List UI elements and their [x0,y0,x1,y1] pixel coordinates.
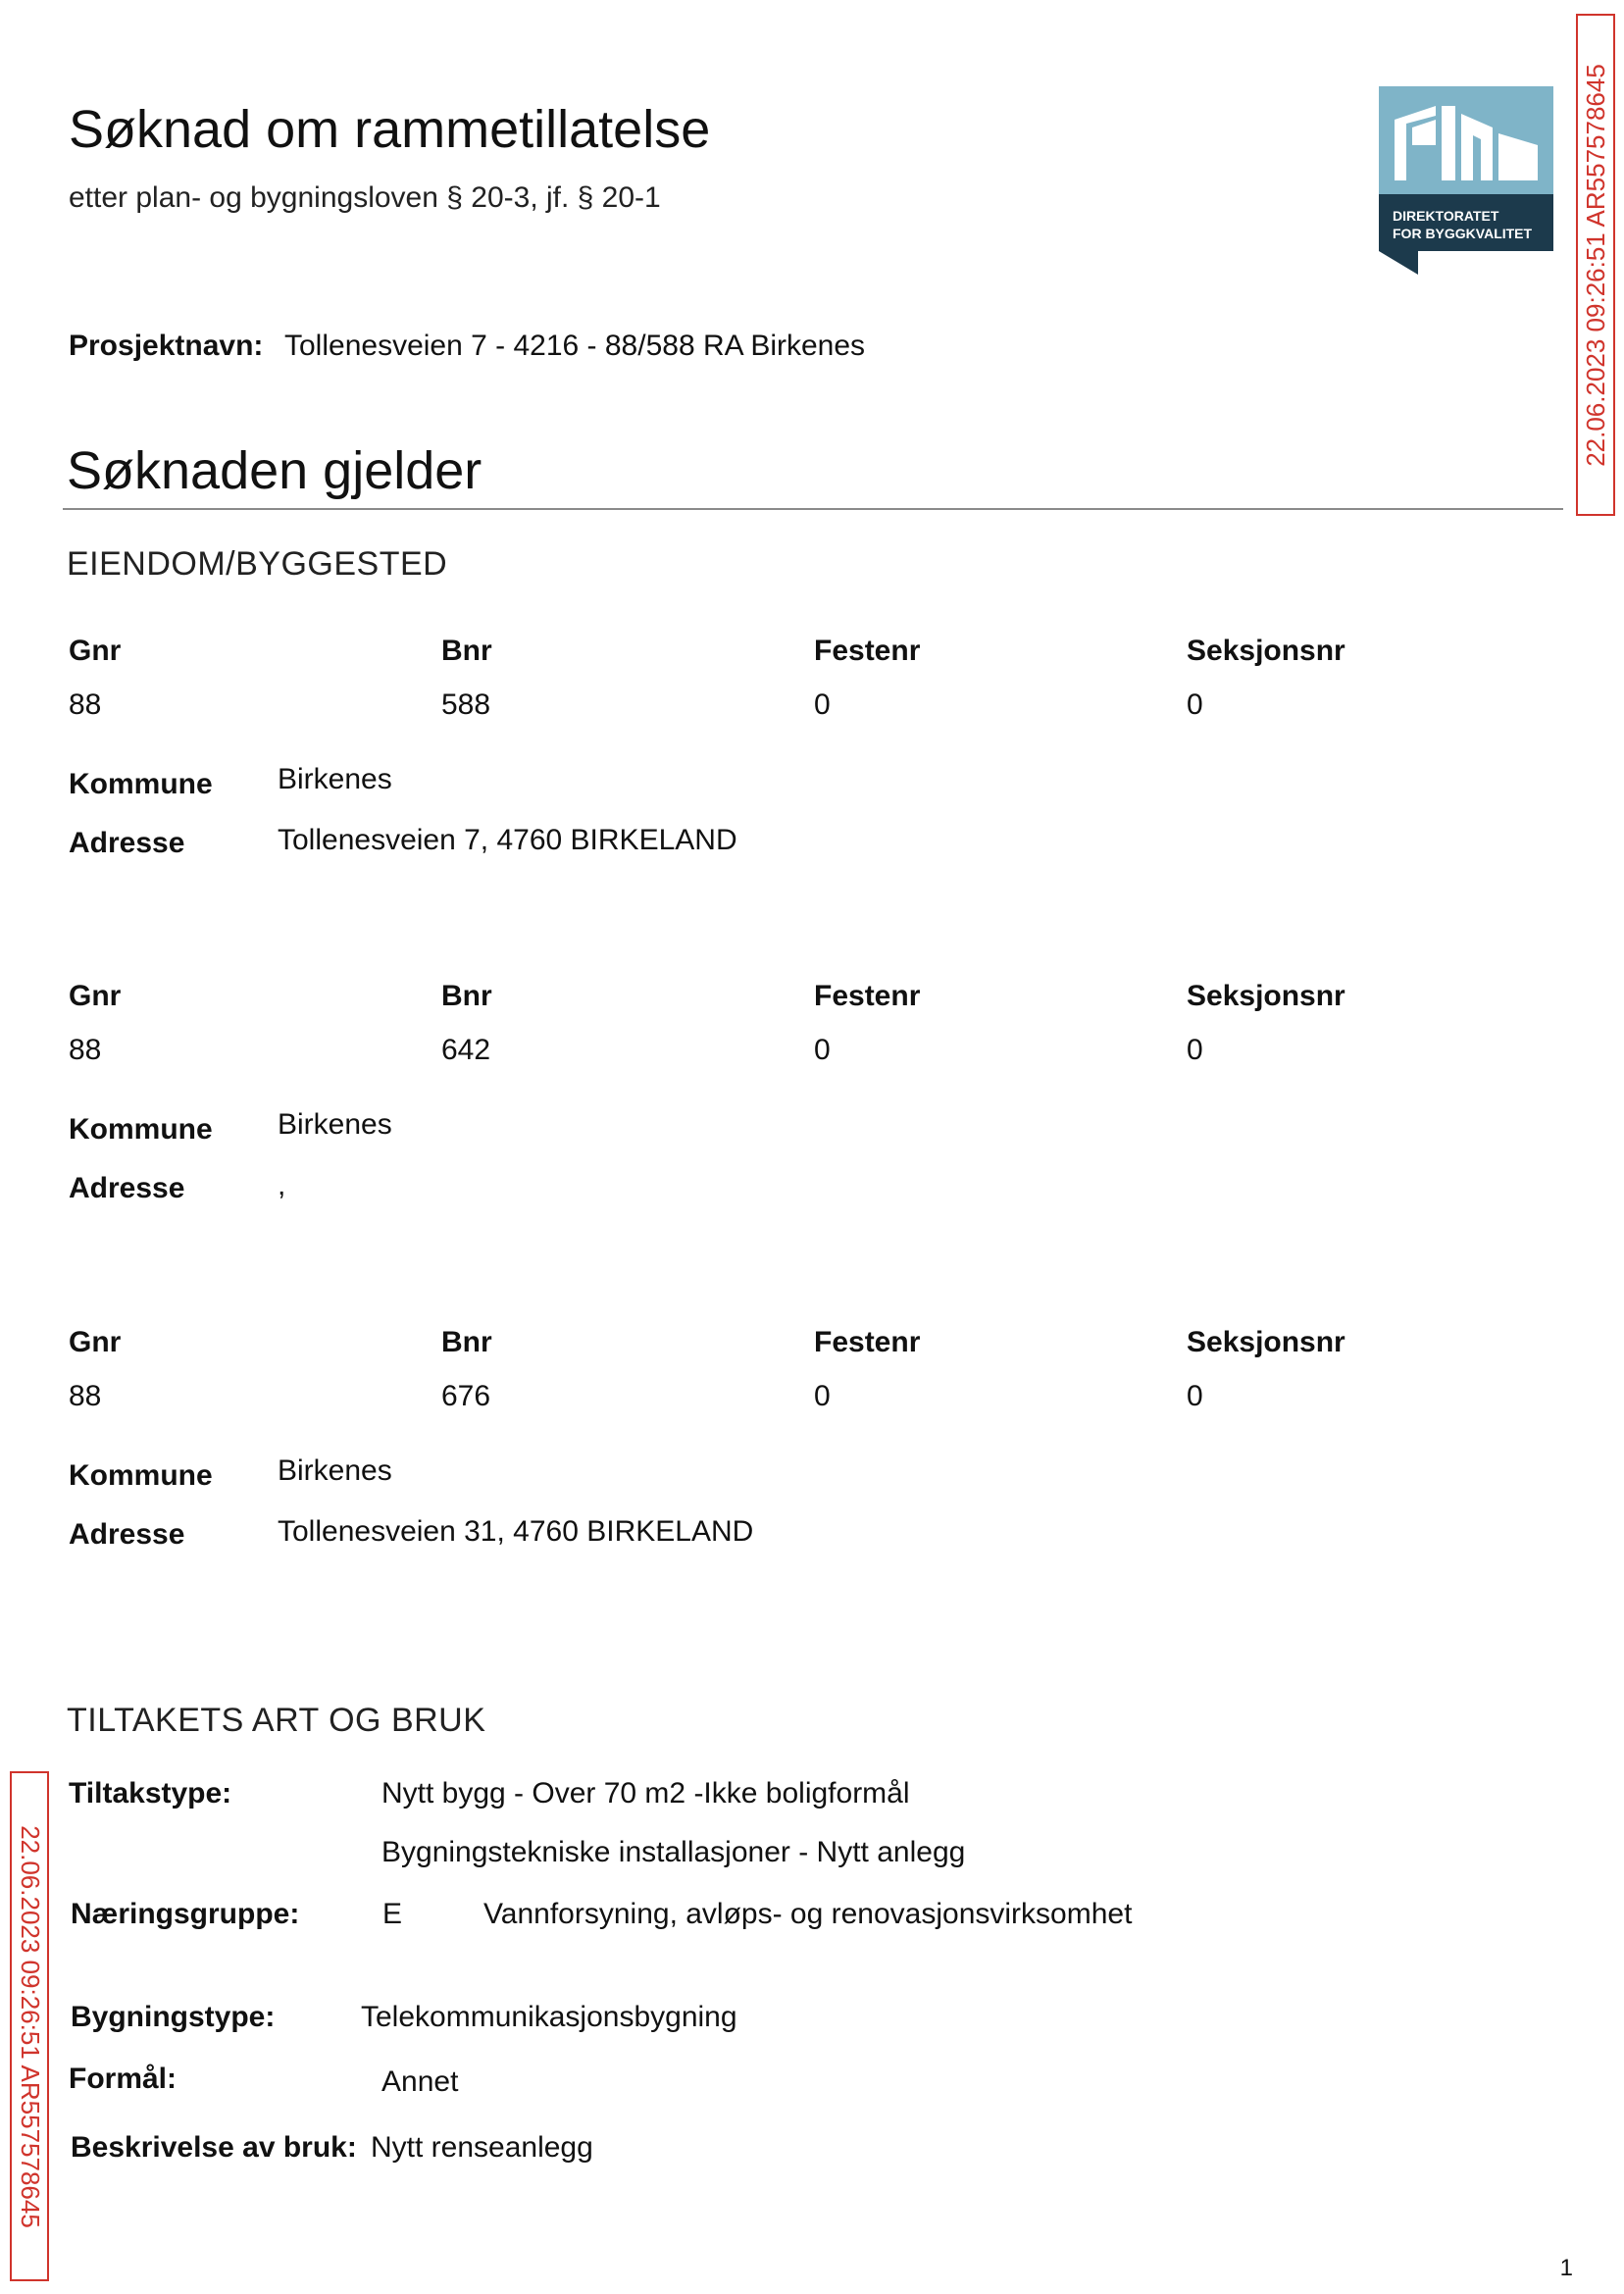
bygningstype-label: Bygningstype: [71,2001,276,2033]
stamp-text: 22.06.2023 09:26:51 AR557578645 [15,1824,45,2228]
document-subtitle: etter plan- og bygningsloven § 20-3, jf. § 20-1 [69,181,661,214]
naeringsgruppe-code: E [382,1898,403,1930]
adresse-value: , [278,1169,286,1201]
stamp-text: 22.06.2023 09:26:51 AR557578645 [1580,63,1610,467]
tiltakstype-value: Bygningstekniske installasjoner - Nytt anlegg [381,1836,966,1868]
kommune-label: Kommune [69,1459,213,1492]
seksjonsnr-header: Seksjonsnr [1187,980,1345,1012]
project-name-value: Tollenesveien 7 - 4216 - 88/588 RA Birkenes [284,330,866,362]
adresse-value: Tollenesveien 7, 4760 BIRKELAND [278,824,737,856]
formal-value: Annet [381,2065,459,2098]
timestamp-stamp-left [10,1771,49,2281]
section-divider [63,508,1563,510]
festenr-value: 0 [814,688,831,721]
adresse-label: Adresse [69,1518,185,1551]
bnr-value: 642 [441,1034,491,1066]
kommune-label: Kommune [69,768,213,800]
tiltakstype-value: Nytt bygg - Over 70 m2 -Ikke boligformål [381,1777,910,1810]
adresse-label: Adresse [69,827,185,859]
bnr-value: 676 [441,1380,491,1412]
kommune-value: Birkenes [278,1454,392,1487]
festenr-value: 0 [814,1034,831,1066]
adresse-value: Tollenesveien 31, 4760 BIRKELAND [278,1515,754,1548]
gnr-value: 88 [69,1380,102,1412]
gnr-value: 88 [69,688,102,721]
bygningstype-value: Telekommunikasjonsbygning [361,2001,737,2033]
festenr-header: Festenr [814,980,921,1012]
bnr-header: Bnr [441,635,492,667]
kommune-value: Birkenes [278,763,392,795]
seksjonsnr-value: 0 [1187,1380,1203,1412]
timestamp-stamp-right [1576,14,1615,516]
dibk-logo-graphic [1379,86,1553,275]
section-title: Søknaden gjelder [67,441,482,500]
kommune-label: Kommune [69,1113,213,1146]
tiltak-heading: TILTAKETS ART OG BRUK [67,1702,486,1739]
adresse-label: Adresse [69,1172,185,1204]
seksjonsnr-value: 0 [1187,1034,1203,1066]
naeringsgruppe-label: Næringsgruppe: [71,1898,300,1930]
dibk-logo [1379,86,1553,275]
bnr-value: 588 [441,688,491,721]
beskrivelse-label: Beskrivelse av bruk: [71,2131,357,2164]
logo-text-line1: DIREKTORATET [1393,208,1499,224]
seksjonsnr-header: Seksjonsnr [1187,1326,1345,1358]
kommune-value: Birkenes [278,1108,392,1141]
gnr-value: 88 [69,1034,102,1066]
festenr-value: 0 [814,1380,831,1412]
naeringsgruppe-value: Vannforsyning, avløps- og renovasjonsvirksomhet [483,1898,1133,1930]
seksjonsnr-header: Seksjonsnr [1187,635,1345,667]
gnr-header: Gnr [69,635,122,667]
gnr-header: Gnr [69,1326,122,1358]
project-name-label: Prosjektnavn: [69,330,264,362]
page-number: 1 [1559,2255,1573,2281]
bnr-header: Bnr [441,980,492,1012]
property-heading: EIENDOM/BYGGESTED [67,545,448,583]
festenr-header: Festenr [814,1326,921,1358]
formal-label: Formål: [69,2063,178,2095]
logo-text-line2: FOR BYGGKVALITET [1393,226,1533,241]
seksjonsnr-value: 0 [1187,688,1203,721]
festenr-header: Festenr [814,635,921,667]
beskrivelse-value: Nytt renseanlegg [371,2131,593,2164]
tiltakstype-label: Tiltakstype: [69,1777,232,1810]
gnr-header: Gnr [69,980,122,1012]
document-title: Søknad om rammetillatelse [69,100,711,159]
bnr-header: Bnr [441,1326,492,1358]
